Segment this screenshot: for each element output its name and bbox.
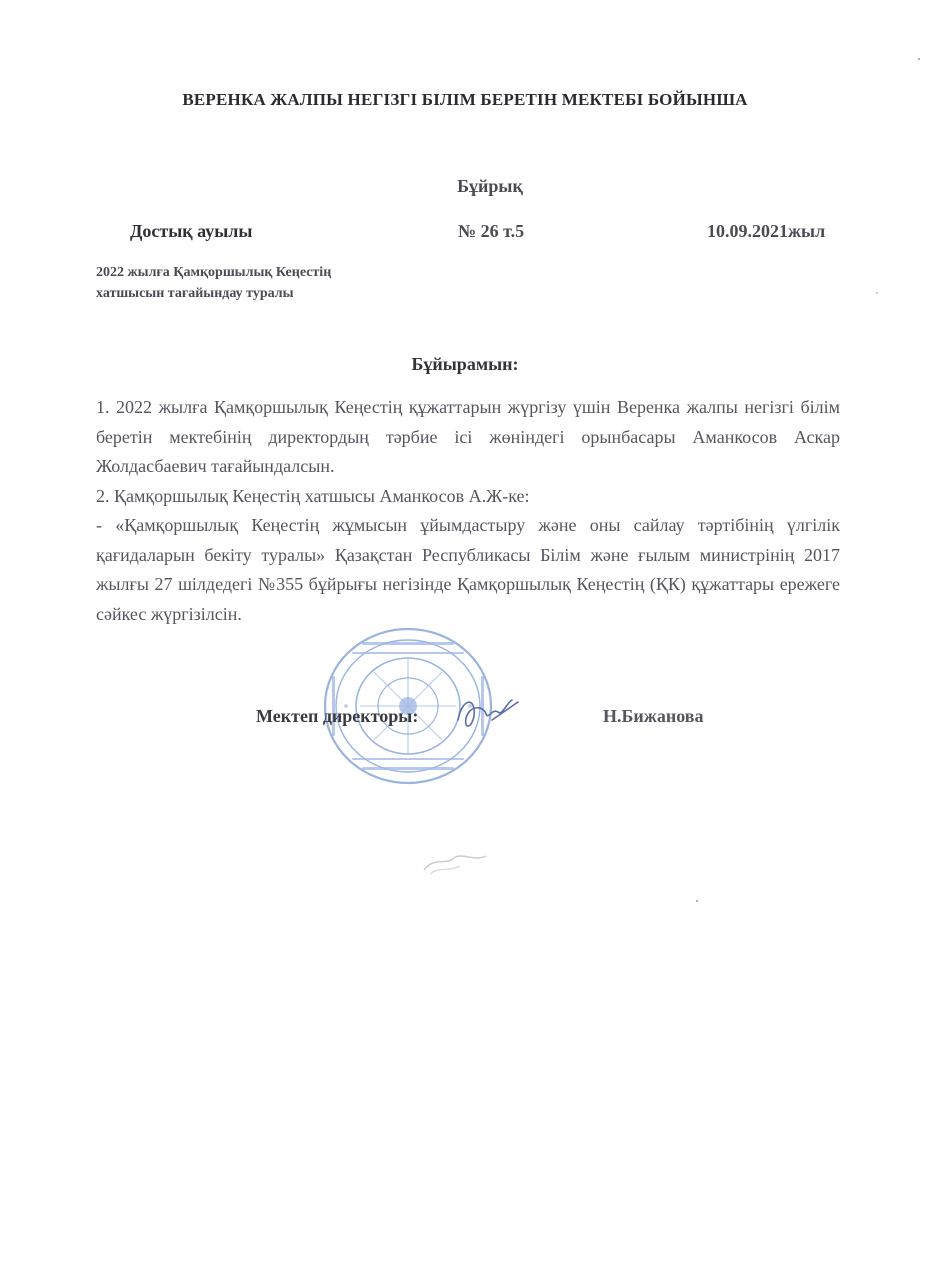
subject-line-1: 2022 жылға Қамқоршылық Кеңестің [96,265,332,280]
speck-mark [918,58,920,60]
director-signature-icon [452,690,522,736]
order-date: 10.09.2021жыл [707,221,826,241]
order-subject [96,262,416,304]
order-body [96,393,840,629]
paragraph-3: - «Қамқоршылық Кеңестің жұмысын ұйымдастыру және оны сайлау тәртібінің үлгілік қағидаларын бекіту туралы» Қазақстан Республикасы Білім және ғылым министрінің 2017 жылғы 27 шілдедегі №355 бұйрығы негізінде Қамқоршылық Кеңестің (ҚК) құжаттары ережеге сәйкес жүргізілсін. [96,515,840,624]
order-title: Бұйрық [457,176,523,196]
paragraph-2: 2. Қамқоршылық Кеңестің хатшысы Аманкосов А.Ж-ке: [96,485,530,506]
speck-mark [876,292,878,294]
director-name: Н.Бижанова [603,706,704,726]
decree-heading: Бұйырамын: [411,354,519,374]
school-header: ВЕРЕНКА ЖАЛПЫ НЕГІЗГІ БІЛІМ БЕРЕТІН МЕКТЕБІ БОЙЫНША [182,90,748,109]
speck-mark [696,900,698,902]
director-label: Мектеп директоры: [256,706,419,726]
subject-line-2: хатшысын тағайындау туралы [96,286,294,301]
village-name: Достық ауылы [130,221,253,241]
order-number: № 26 т.5 [458,221,525,241]
paragraph-1: 1. 2022 жылға Қамқоршылық Кеңестің құжаттарын жүргізу үшін Веренка жалпы негізгі білім беретін мектебінің директордың тәрбие ісі жөніндегі орынбасары Аманкосов Аскар Жолдасбаевич тағайындалсын. [96,397,840,476]
ink-smudge-icon [420,850,490,876]
